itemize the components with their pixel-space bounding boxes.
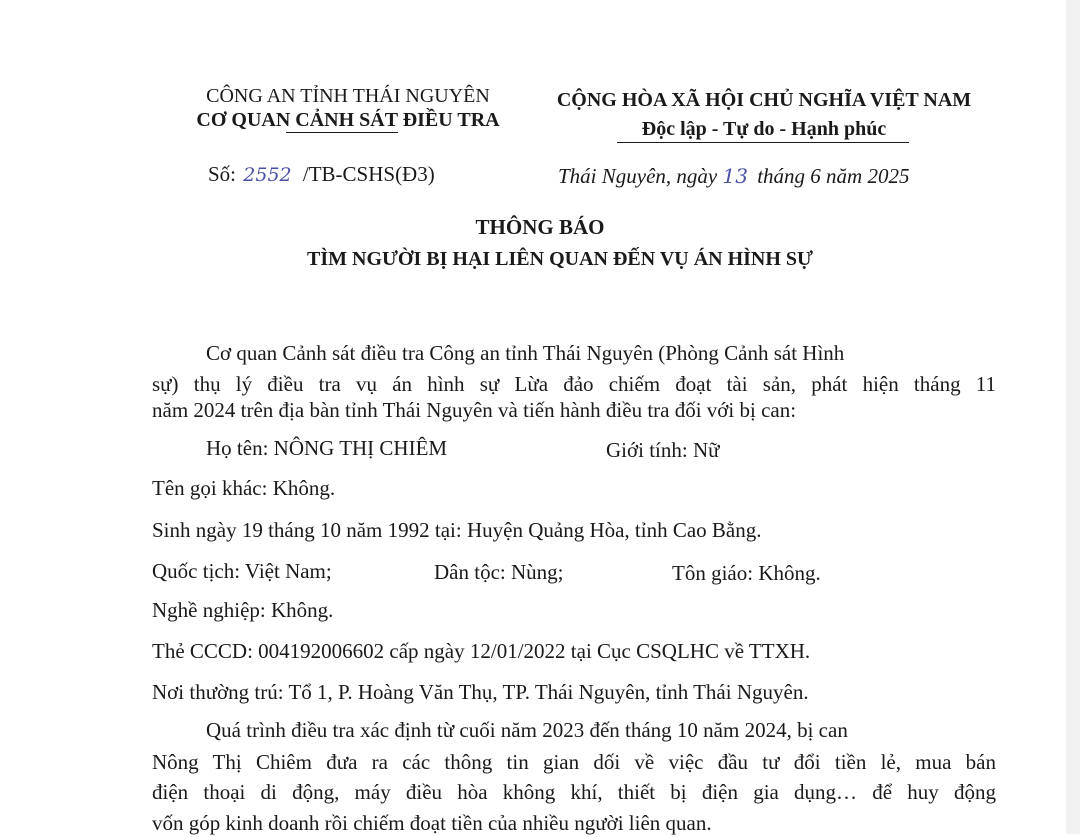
suspect-residence: Nơi thường trú: Tổ 1, P. Hoàng Văn Thụ, TP. Thái Nguyên, tỉnh Thái Nguyên. bbox=[152, 680, 809, 704]
suspect-occupation: Nghề nghiệp: Không. bbox=[152, 598, 334, 622]
suspect-birth: Sinh ngày 19 tháng 10 năm 1992 tại: Huyện Quảng Hòa, tỉnh Cao Bằng. bbox=[152, 518, 762, 542]
national-heading bbox=[528, 88, 1000, 141]
authority-line-2 bbox=[178, 108, 518, 132]
issuing-authority bbox=[178, 84, 518, 132]
suspect-religion: Tôn giáo: Không. bbox=[672, 561, 821, 585]
investigation-line-2: Nông Thị Chiêm đưa ra các thông tin gian dối về việc đầu tư đổi tiền lẻ, mua bán bbox=[152, 750, 996, 774]
national-motto: Độc lập - Tự do - Hạnh phúc bbox=[641, 118, 887, 140]
motto-underline bbox=[617, 142, 909, 143]
authority-underline bbox=[286, 132, 398, 133]
notice-subtitle: TÌM NGƯỜI BỊ HẠI LIÊN QUAN ĐẾN VỤ ÁN HÌNH SỰ bbox=[307, 248, 813, 270]
number-prefix: Số: bbox=[208, 162, 237, 186]
place-date-prefix: Thái Nguyên, ngày bbox=[558, 164, 718, 188]
handwritten-number: 2552 bbox=[243, 164, 292, 186]
investigation-line-4: vốn góp kinh doanh rồi chiếm đoạt tiền của nhiều người liên quan. bbox=[152, 811, 712, 835]
authority-line-1: CÔNG AN TỈNH THÁI NGUYÊN bbox=[206, 85, 490, 107]
intro-line-3: năm 2024 trên địa bàn tỉnh Thái Nguyên và tiến hành điều tra đối với bị can: bbox=[152, 398, 797, 422]
document-number bbox=[208, 160, 435, 189]
handwritten-day: 13 bbox=[722, 164, 748, 188]
suspect-name: Họ tên: NÔNG THỊ CHIÊM bbox=[206, 436, 448, 460]
authority-line-2-text: CƠ QUAN CẢNH SÁT ĐIỀU TRA bbox=[196, 109, 500, 131]
place-date bbox=[558, 162, 909, 190]
page-edge-shadow bbox=[1066, 0, 1080, 834]
place-date-suffix: tháng 6 năm 2025 bbox=[757, 164, 910, 188]
investigation-line-1: Quá trình điều tra xác định từ cuối năm 2023 đến tháng 10 năm 2024, bị can bbox=[206, 718, 848, 742]
notice-title: THÔNG BÁO bbox=[475, 215, 605, 239]
national-title: CỘNG HÒA XÃ HỘI CHỦ NGHĨA VIỆT NAM bbox=[556, 89, 972, 111]
intro-line-1: Cơ quan Cảnh sát điều tra Công an tỉnh Thái Nguyên (Phòng Cảnh sát Hình bbox=[206, 341, 845, 365]
suspect-alias: Tên gọi khác: Không. bbox=[152, 476, 336, 500]
suspect-nationality: Quốc tịch: Việt Nam; bbox=[152, 559, 332, 583]
investigation-line-3: điện thoại di động, máy điều hòa không khí, thiết bị điện gia dụng… để huy động bbox=[152, 780, 996, 804]
suspect-gender: Giới tính: Nữ bbox=[606, 438, 720, 462]
number-suffix: /TB-CSHS(Đ3) bbox=[302, 162, 435, 186]
suspect-id-card: Thẻ CCCD: 004192006602 cấp ngày 12/01/2022 tại Cục CSQLHC về TTXH. bbox=[152, 639, 811, 663]
suspect-ethnicity: Dân tộc: Nùng; bbox=[434, 560, 564, 584]
intro-line-2: sự) thụ lý điều tra vụ án hình sự Lừa đảo chiếm đoạt tài sản, phát hiện tháng 11 bbox=[152, 372, 996, 396]
